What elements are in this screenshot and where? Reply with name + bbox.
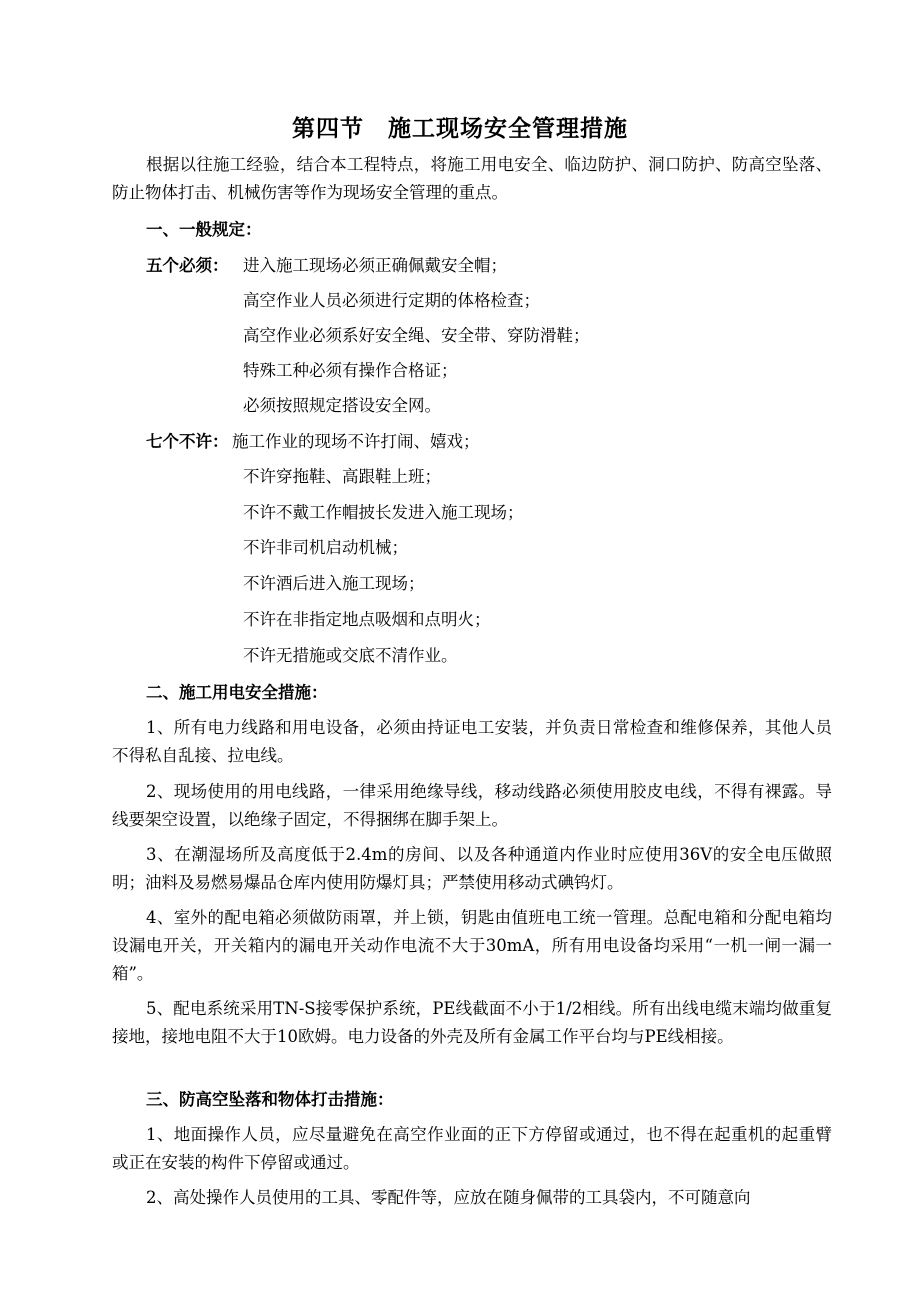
forbid-label-text: 七个不许： bbox=[146, 432, 229, 451]
must-item: 进入施工现场必须正确佩戴安全帽； bbox=[243, 256, 507, 275]
forbid-item: 施工作业的现场不许打闹、嬉戏； bbox=[232, 432, 480, 451]
fall-protection-paragraph: 2、高处操作人员使用的工具、零配件等，应放在随身佩带的工具袋内，不可随意向 bbox=[146, 1188, 751, 1207]
intro-paragraph: 根据以往施工经验，结合本工程特点，将施工用电安全、临边防护、洞口防护、防高空坠落、防止物体打击、机械伤害等作为现场安全管理的重点。 bbox=[112, 155, 832, 202]
section-heading-general: 一、一般规定： bbox=[146, 220, 262, 239]
forbid-item: 不许穿拖鞋、高跟鞋上班； bbox=[243, 467, 441, 486]
electrical-paragraph: 5、配电系统采用TN-S接零保护系统，PE线截面不小于1/2相线。所有出线电缆末端均做重复接地，接地电阻不大于10欧姆。电力设备的外壳及所有金属工作平台均与PE线相接。 bbox=[112, 999, 832, 1046]
electrical-paragraph: 3、在潮湿场所及高度低于2.4m的房间、以及各种通道内作业时应使用36V的安全电压做照明；油料及易燃易爆品仓库内使用防爆灯具；严禁使用移动式碘钨灯。 bbox=[112, 845, 832, 892]
section-heading-fall-protection: 三、防高空坠落和物体打击措施： bbox=[146, 1090, 394, 1109]
page-title: 第四节 施工现场安全管理措施 bbox=[292, 115, 628, 142]
fall-protection-paragraph: 1、地面操作人员，应尽量避免在高空作业面的正下方停留或通过，也不得在起重机的起重臂或正在安装的构件下停留或通过。 bbox=[112, 1125, 832, 1172]
section-heading-electrical: 二、施工用电安全措施： bbox=[146, 683, 328, 702]
must-label-text: 五个必须： bbox=[146, 256, 229, 275]
forbid-rules-label bbox=[146, 428, 229, 456]
must-item: 高空作业必须系好安全绳、安全带、穿防滑鞋； bbox=[243, 326, 590, 345]
must-item: 高空作业人员必须进行定期的体格检查； bbox=[243, 291, 540, 310]
forbid-item: 不许酒后进入施工现场； bbox=[243, 574, 425, 593]
electrical-paragraph: 2、现场使用的用电线路，一律采用绝缘导线，移动线路必须使用胶皮电线，不得有裸露。导线要架空设置，以绝缘子固定，不得捆绑在脚手架上。 bbox=[112, 782, 832, 829]
must-rules-label bbox=[146, 252, 229, 280]
electrical-paragraph: 1、所有电力线路和用电设备，必须由持证电工安装，并负责日常检查和维修保养，其他人员不得私自乱接、拉电线。 bbox=[112, 718, 832, 765]
forbid-item: 不许不戴工作帽披长发进入施工现场； bbox=[243, 503, 524, 522]
must-item: 必须按照规定搭设安全网。 bbox=[243, 396, 441, 415]
must-item: 特殊工种必须有操作合格证； bbox=[243, 361, 458, 380]
electrical-paragraph: 4、室外的配电箱必须做防雨罩，并上锁，钥匙由值班电工统一管理。总配电箱和分配电箱均设漏电开关，开关箱内的漏电开关动作电流不大于30mA，所有用电设备均采用“一机一闸一漏一箱”。 bbox=[112, 908, 832, 983]
forbid-item: 不许无措施或交底不清作业。 bbox=[243, 646, 458, 665]
forbid-item: 不许非司机启动机械； bbox=[243, 538, 408, 557]
forbid-item: 不许在非指定地点吸烟和点明火； bbox=[243, 610, 491, 629]
